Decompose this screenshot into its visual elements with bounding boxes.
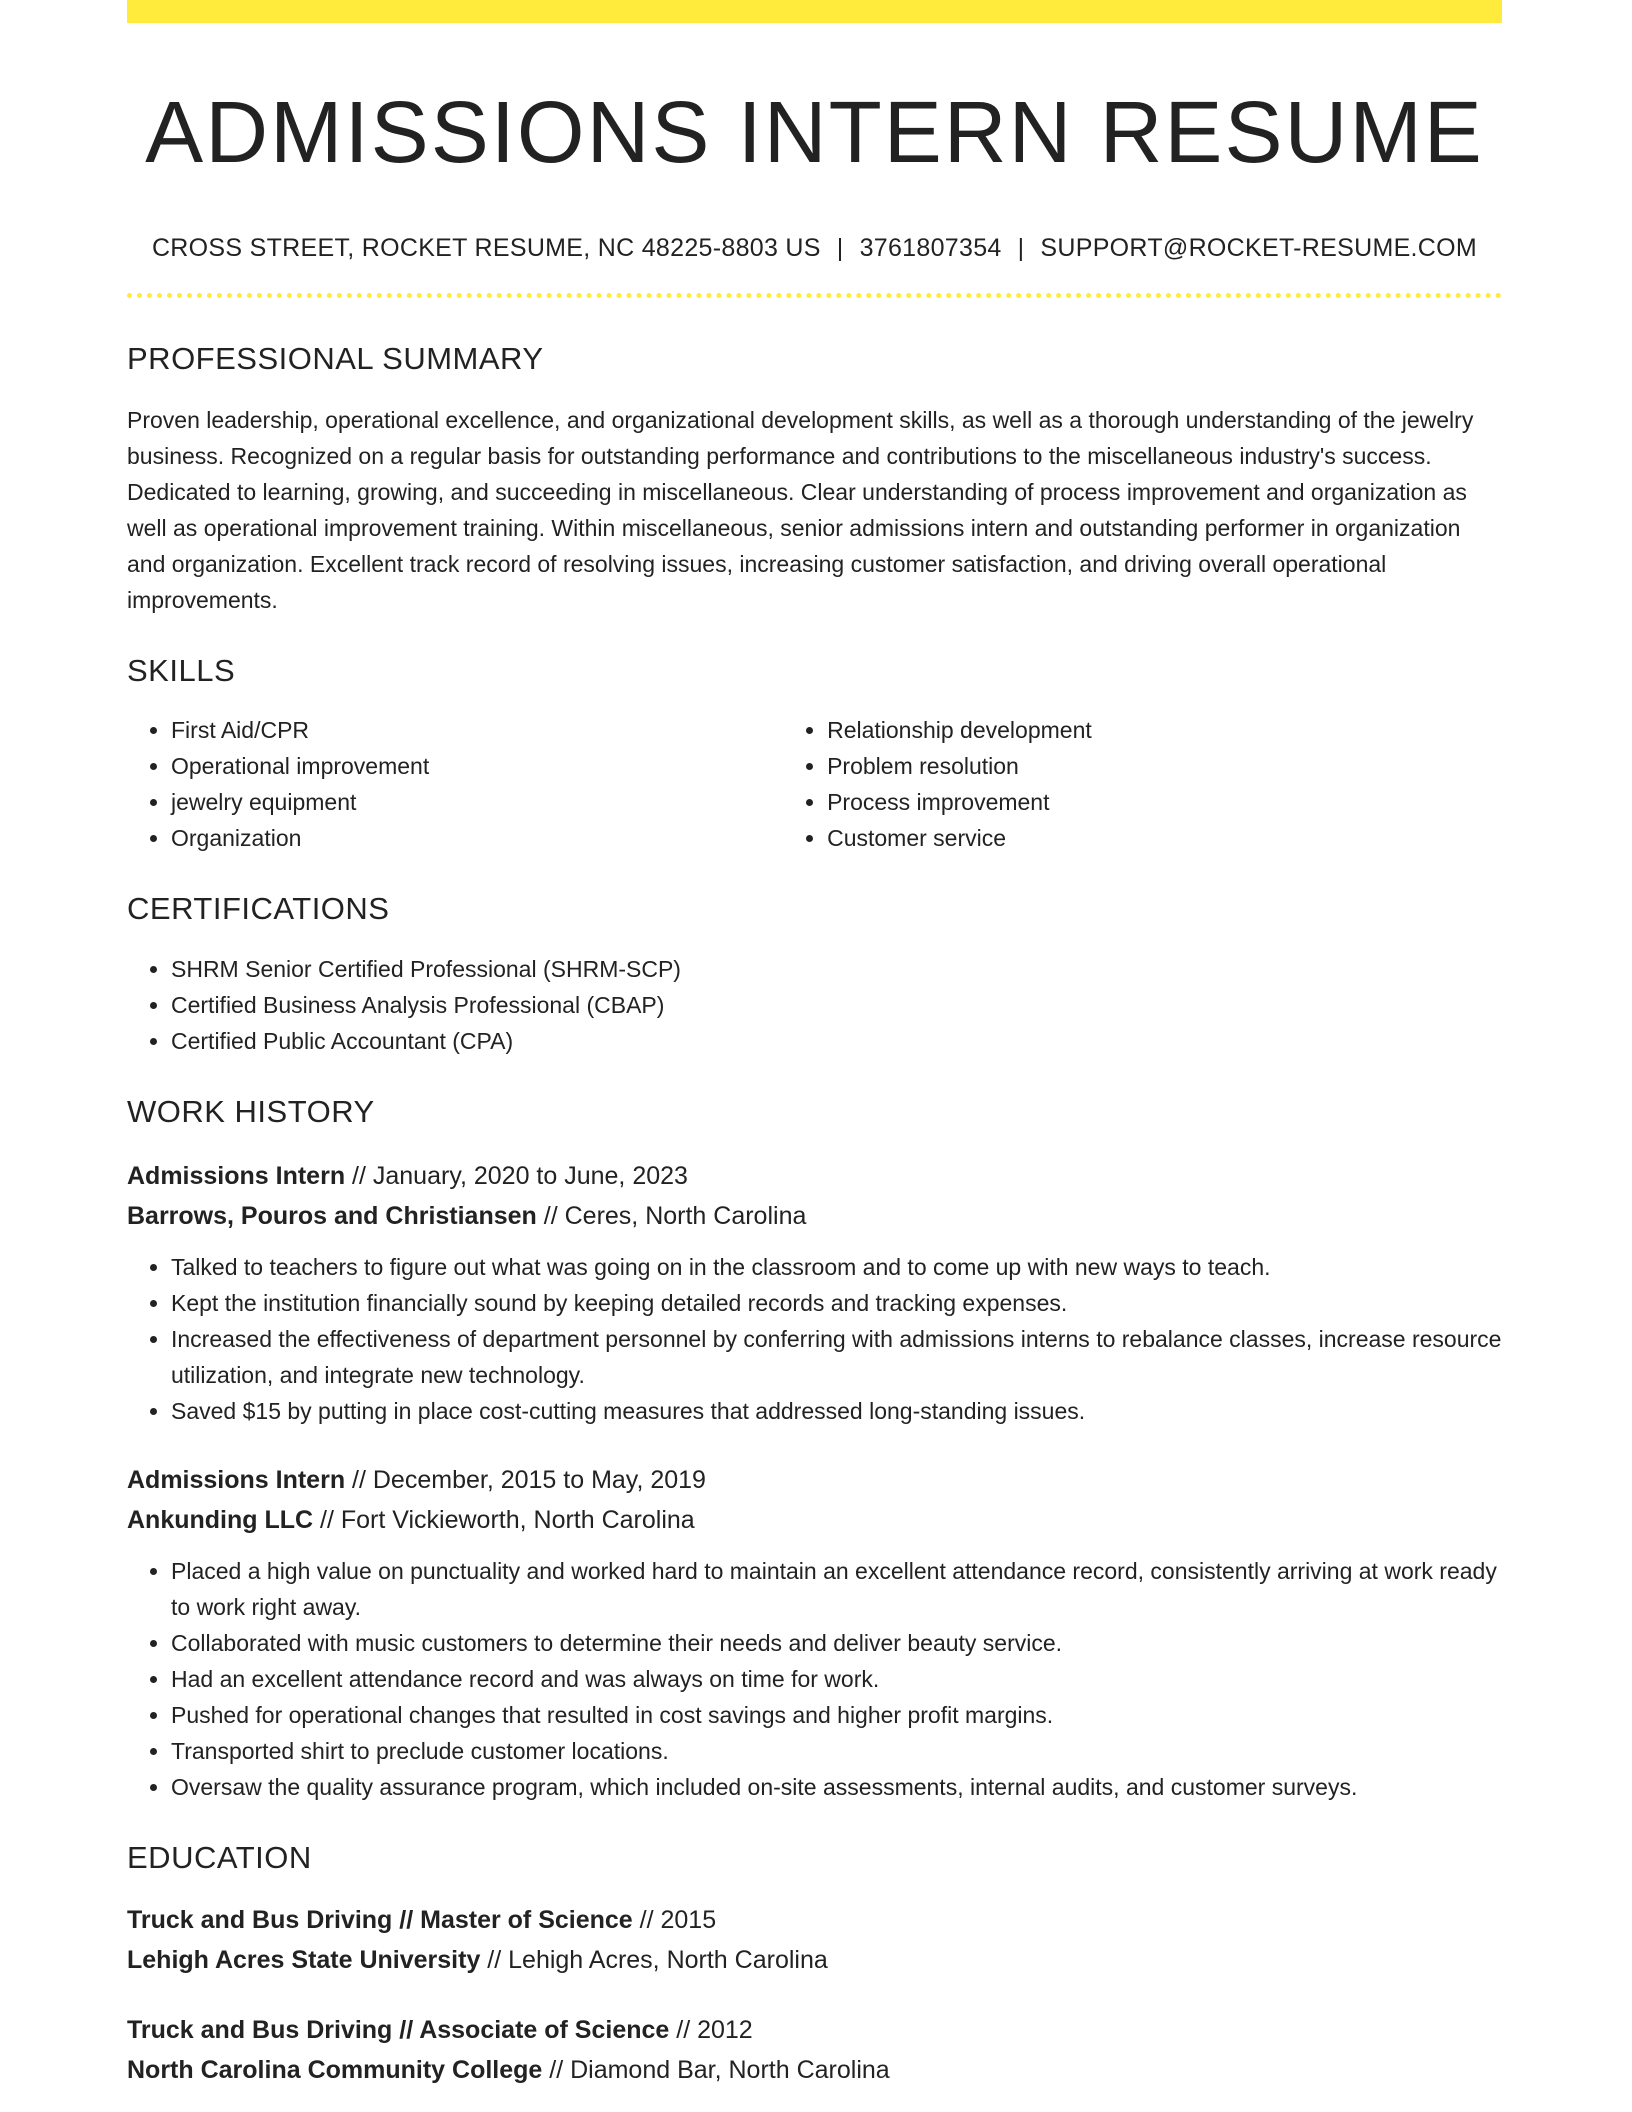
job-company: Ankunding LLC <box>127 1505 314 1534</box>
summary-text: Proven leadership, operational excellence, and organizational development skills, as well as a thorough understanding of the jewelry business. Recognized on a regular basis for outstanding performance and contributions to the miscellaneous industry's success. Dedicated to learning, growing, and succeeding in miscellaneous. Clear understanding of process improvement and organization as well as operational improvement training. Within miscellaneous, senior admissions intern and outstanding performer in organization and organization. Excellent track record of resolving issues, increasing customer satisfaction, and driving overall operational improvements. <box>127 407 1474 614</box>
job-dates: // December, 2015 to May, 2019 <box>345 1465 706 1494</box>
skill-item: • Organization <box>171 820 783 856</box>
job-bullet: • Saved $15 by putting in place cost-cutting measures that addressed long-standing issues. <box>171 1393 1502 1429</box>
education-degree: Truck and Bus Driving // Master of Science <box>127 1905 633 1934</box>
job-bullets <box>127 1553 1502 1805</box>
education-year: // 2015 <box>632 1905 717 1934</box>
education-location: // Diamond Bar, North Carolina <box>542 2055 890 2084</box>
job-title-line <box>127 1460 1502 1500</box>
skill-item: • Problem resolution <box>827 748 1502 784</box>
education-school: North Carolina Community College <box>127 2055 543 2084</box>
skills-list-right <box>783 712 1502 856</box>
job-entry <box>127 1460 1502 1805</box>
job-dates: // January, 2020 to June, 2023 <box>345 1161 688 1190</box>
skill-item: • Process improvement <box>827 784 1502 820</box>
education-school-line <box>127 2050 1502 2090</box>
skills-heading: SKILLS <box>127 653 236 689</box>
skill-item: • Operational improvement <box>171 748 783 784</box>
dotted-divider <box>127 293 1502 298</box>
job-location: // Fort Vickieworth, North Carolina <box>313 1505 695 1534</box>
education-entry <box>127 1900 1502 1980</box>
skills-list-left <box>127 712 783 856</box>
job-title: Admissions Intern <box>127 1161 346 1190</box>
job-bullet: • Increased the effectiveness of department personnel by conferring with admissions interns to rebalance classes, increase resource utilization, and integrate new technology. <box>171 1321 1502 1393</box>
work-history-heading: WORK HISTORY <box>127 1093 375 1129</box>
job-bullet: • Talked to teachers to figure out what was going on in the classroom and to come up with new ways to teach. <box>171 1249 1502 1285</box>
contact-line <box>127 233 1502 263</box>
job-company-line <box>127 1500 1502 1540</box>
job-bullet: • Had an excellent attendance record and was always on time for work. <box>171 1661 1502 1697</box>
education-school-line <box>127 1940 1502 1980</box>
resume-title: ADMISSIONS INTERN RESUME <box>145 84 1484 181</box>
job-title: Admissions Intern <box>127 1465 346 1494</box>
job-bullet: • Oversaw the quality assurance program, which included on-site assessments, internal audits, and customer surveys. <box>171 1769 1502 1805</box>
education-heading: EDUCATION <box>127 1839 312 1875</box>
contact-separator: | <box>836 234 844 263</box>
certification-item: • Certified Business Analysis Professional (CBAP) <box>171 987 1502 1023</box>
job-title-line <box>127 1156 1502 1196</box>
certification-item: • Certified Public Accountant (CPA) <box>171 1023 1502 1059</box>
accent-top-bar <box>127 0 1502 23</box>
job-bullet: • Placed a high value on punctuality and worked hard to maintain an excellent attendance record, consistently arriving at work ready to work right away. <box>171 1553 1502 1625</box>
contact-address: CROSS STREET, ROCKET RESUME, NC 48225-8803 US <box>151 234 821 263</box>
education-location: // Lehigh Acres, North Carolina <box>480 1945 828 1974</box>
certifications-heading: CERTIFICATIONS <box>127 891 390 927</box>
job-bullet: • Collaborated with music customers to determine their needs and deliver beauty service. <box>171 1625 1502 1661</box>
resume-page <box>127 0 1502 2090</box>
contact-separator: | <box>1017 234 1025 263</box>
education-degree: Truck and Bus Driving // Associate of Science <box>127 2015 670 2044</box>
skill-item: • First Aid/CPR <box>171 712 783 748</box>
skill-item: • jewelry equipment <box>171 784 783 820</box>
job-location: // Ceres, North Carolina <box>536 1201 807 1230</box>
education-school: Lehigh Acres State University <box>127 1945 481 1974</box>
skills-grid <box>127 712 1502 856</box>
summary-heading: PROFESSIONAL SUMMARY <box>127 341 544 377</box>
education-degree-line <box>127 1900 1502 1940</box>
job-bullets <box>127 1249 1502 1429</box>
job-company: Barrows, Pouros and Christiansen <box>127 1201 537 1230</box>
contact-phone: 3761807354 <box>859 234 1002 263</box>
job-bullet: • Transported shirt to preclude customer locations. <box>171 1733 1502 1769</box>
certification-item: • SHRM Senior Certified Professional (SHRM-SCP) <box>171 951 1502 987</box>
education-year: // 2012 <box>669 2015 753 2044</box>
education-entry <box>127 2010 1502 2090</box>
job-entry <box>127 1156 1502 1429</box>
contact-email: SUPPORT@ROCKET-RESUME.COM <box>1040 234 1478 263</box>
education-degree-line <box>127 2010 1502 2050</box>
certifications-list <box>127 951 1502 1059</box>
skill-item: • Relationship development <box>827 712 1502 748</box>
job-bullet: • Kept the institution financially sound by keeping detailed records and tracking expenses. <box>171 1285 1502 1321</box>
job-company-line <box>127 1196 1502 1236</box>
skill-item: • Customer service <box>827 820 1502 856</box>
job-bullet: • Pushed for operational changes that resulted in cost savings and higher profit margins. <box>171 1697 1502 1733</box>
